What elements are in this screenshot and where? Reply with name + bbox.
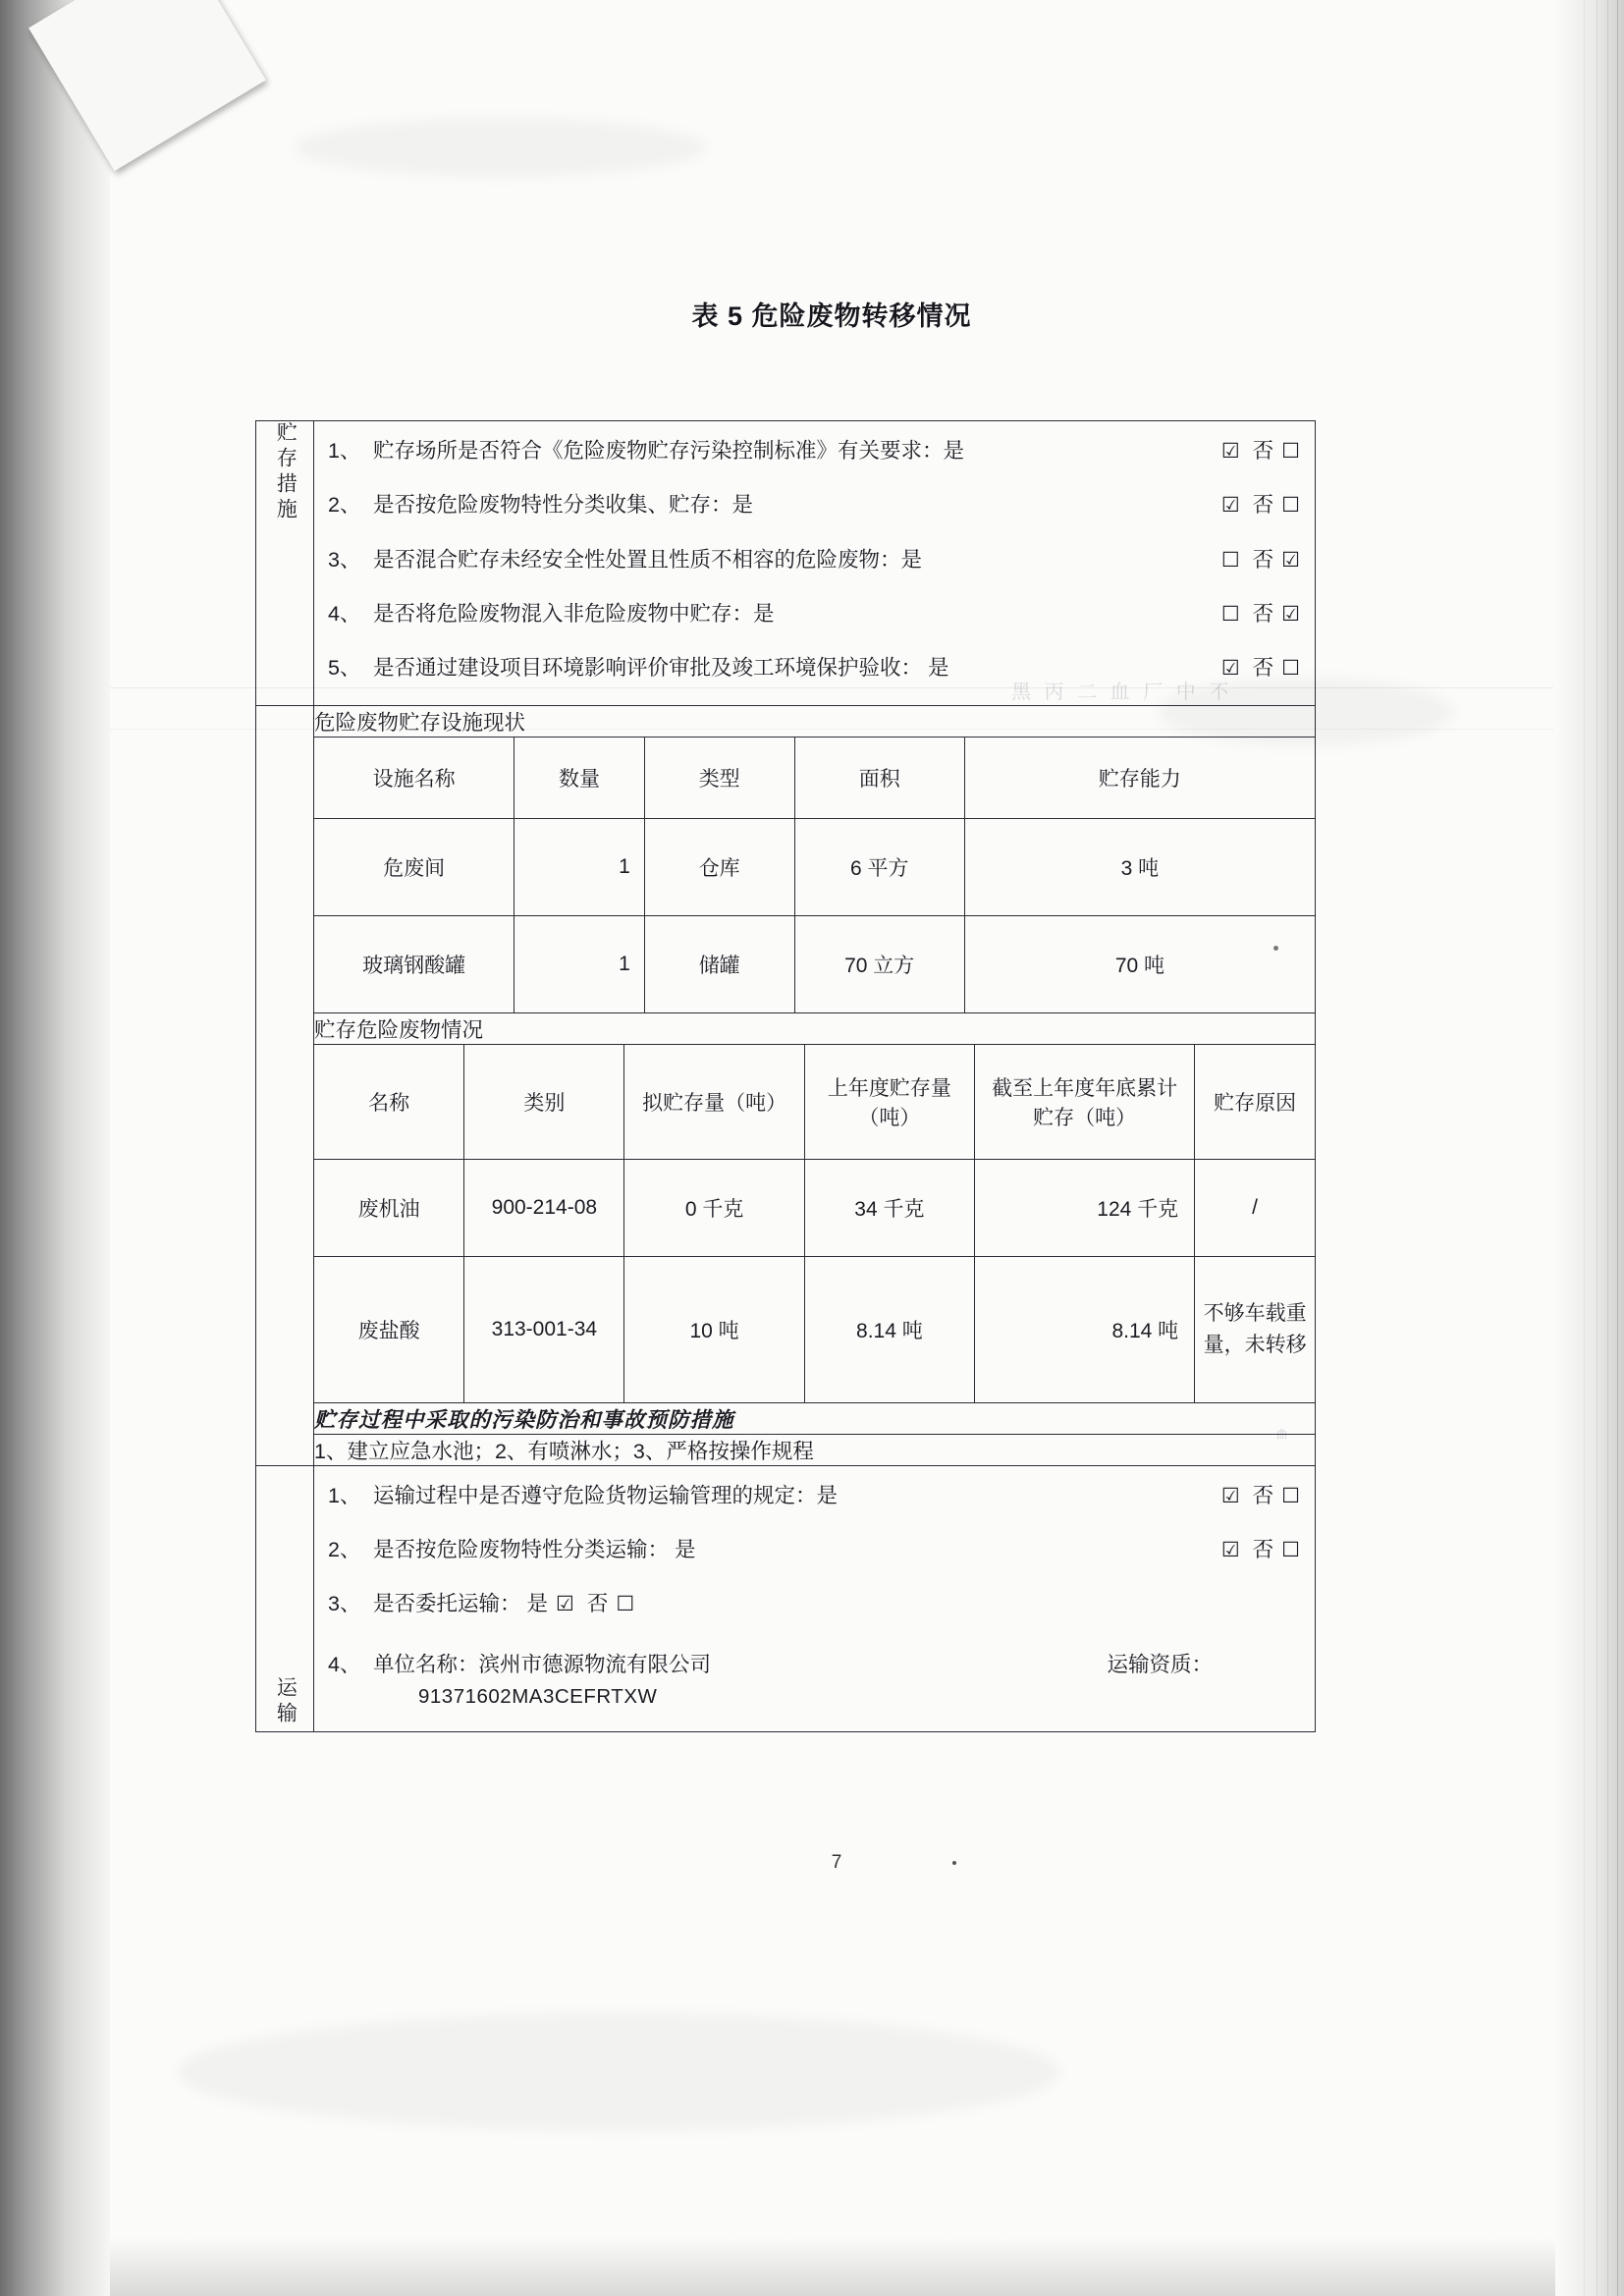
- transport-question-1: [328, 1482, 1301, 1510]
- storage-question-3-yes-checkbox[interactable]: [1221, 547, 1241, 574]
- transport-question-2-no-checkbox[interactable]: [1281, 1537, 1301, 1564]
- facility-row2-quantity: 1: [514, 915, 644, 1012]
- facility-table-cell: [314, 737, 1316, 1012]
- facility-table: [314, 738, 1315, 1012]
- storage-question-2: [328, 491, 1301, 519]
- storage-measures-row: [256, 421, 1316, 706]
- hazardous-waste-transfer-table: [255, 420, 1316, 1732]
- waste-row2-lastyear: 8.14 吨: [804, 1256, 974, 1402]
- storage-question-5: [328, 654, 1301, 683]
- prevention-body-row: [256, 1434, 1316, 1465]
- transport-question-3-no-label: 否: [586, 1592, 609, 1616]
- waste-row1-planned: 0 千克: [624, 1159, 804, 1256]
- facility-header-quantity: 数量: [514, 738, 644, 819]
- prevention-measures-heading: 贮存过程中采取的污染防治和事故预防措施: [314, 1402, 1316, 1434]
- transport-license-code: 91371602MA3CEFRTXW: [418, 1684, 658, 1708]
- waste-row1-name: 废机油: [314, 1159, 464, 1256]
- facility-heading-row: [256, 705, 1316, 737]
- waste-row2-planned: 10 吨: [624, 1256, 804, 1402]
- transport-question-3-no-checkbox[interactable]: [616, 1591, 635, 1618]
- table-row: [314, 915, 1315, 1012]
- storage-question-1-yes-checkbox[interactable]: [1221, 438, 1241, 465]
- storage-question-1-number: 1、: [328, 439, 361, 463]
- facility-row1-quantity: 1: [514, 818, 644, 915]
- page-title: [0, 295, 1624, 333]
- facility-row1-name: 危废间: [314, 818, 514, 915]
- transport-question-2-text: 是否按危险废物特性分类运输： 是: [373, 1538, 696, 1562]
- facility-row2-type: 储罐: [644, 915, 794, 1012]
- facility-header-type: 类型: [644, 738, 794, 819]
- facility-row1-type: 仓库: [644, 818, 794, 915]
- page-title-text: 表 5 危险废物转移情况: [691, 301, 972, 331]
- page-number-text: 7: [831, 1852, 842, 1873]
- facility-header-capacity: 贮存能力: [964, 738, 1315, 819]
- transport-question-3-yes-checkbox[interactable]: [548, 1591, 575, 1618]
- transport-question-2: [328, 1536, 1301, 1564]
- waste-header-category: 类别: [464, 1045, 624, 1160]
- facility-row2-area: 70 立方: [794, 915, 964, 1012]
- storage-question-5-number: 5、: [328, 656, 361, 681]
- storage-question-list: [314, 421, 1315, 705]
- table-row: [314, 818, 1315, 915]
- waste-header-cumulative: 截至上年度年底累计贮存（吨）: [975, 1045, 1195, 1160]
- facility-header-name: 设施名称: [314, 738, 514, 819]
- waste-header-planned: 拟贮存量（吨）: [624, 1045, 804, 1160]
- transport-question-1-number: 1、: [328, 1483, 361, 1507]
- storage-question-2-no-label: 否: [1252, 493, 1274, 518]
- waste-row1-reason: /: [1195, 1159, 1315, 1256]
- facility-status-heading: 危险废物贮存设施现状: [314, 705, 1316, 737]
- storage-question-4: [328, 600, 1301, 629]
- waste-heading-row: [256, 1012, 1316, 1044]
- storage-question-3-no-checkbox[interactable]: [1281, 547, 1301, 574]
- transport-question-3-text: 是否委托运输： 是: [373, 1592, 548, 1616]
- facility-table-row: [256, 737, 1316, 1012]
- facility-row2-name: 玻璃钢酸罐: [314, 915, 514, 1012]
- transport-question-1-yes-checkbox[interactable]: [1221, 1483, 1241, 1510]
- storage-measures-row-label: [256, 421, 314, 706]
- transport-row-label-text: 运输: [274, 1676, 298, 1728]
- facility-table-header-row: [314, 738, 1315, 819]
- storage-question-2-yes-checkbox[interactable]: [1221, 492, 1241, 519]
- waste-row1-lastyear: 34 千克: [804, 1159, 974, 1256]
- bleed-through-text: 黑 丙 二 血 厂 中 不: [1011, 682, 1233, 703]
- storage-question-1: [328, 437, 1301, 465]
- storage-measures-content: [314, 421, 1316, 706]
- storage-measures-row-label-text: 贮存措施: [274, 421, 298, 523]
- storage-question-4-no-label: 否: [1252, 602, 1274, 627]
- storage-question-2-number: 2、: [328, 493, 361, 518]
- storage-question-2-no-checkbox[interactable]: [1281, 492, 1301, 519]
- storage-question-4-number: 4、: [328, 602, 361, 627]
- waste-row1-category: 900-214-08: [464, 1159, 624, 1256]
- transport-question-2-no-label: 否: [1252, 1538, 1274, 1562]
- waste-table-row: [256, 1044, 1316, 1402]
- transport-question-3-number: 3、: [328, 1592, 361, 1616]
- waste-row2-name: 废盐酸: [314, 1256, 464, 1402]
- bleed-through-mark: 曲: [1276, 1429, 1287, 1441]
- transport-company-block: [373, 1651, 1301, 1711]
- transport-question-1-no-label: 否: [1252, 1483, 1274, 1507]
- storage-question-3-number: 3、: [328, 547, 361, 572]
- prevention-measures-text: 1、建立应急水池；2、有喷淋水；3、严格按操作规程: [314, 1434, 1316, 1465]
- facility-row1-area: 6 平方: [794, 818, 964, 915]
- transport-question-list: [314, 1466, 1315, 1732]
- storage-question-5-no-label: 否: [1252, 656, 1274, 681]
- storage-question-4-text: 是否将危险废物混入非危险废物中贮存：是: [373, 602, 775, 627]
- table-row: [314, 1159, 1315, 1256]
- waste-row2-category: 313-001-34: [464, 1256, 624, 1402]
- transport-row-label: [256, 1465, 314, 1732]
- storage-question-2-text: 是否按危险废物特性分类收集、贮存：是: [373, 493, 754, 518]
- storage-question-4-no-checkbox[interactable]: [1281, 601, 1301, 629]
- table-row: [314, 1256, 1315, 1402]
- storage-question-3-no-label: 否: [1252, 547, 1274, 572]
- facility-header-area: 面积: [794, 738, 964, 819]
- transport-question-3: [328, 1590, 1301, 1618]
- transport-question-1-no-checkbox[interactable]: [1281, 1483, 1301, 1510]
- prevention-heading-row: [256, 1402, 1316, 1434]
- storage-question-3-text: 是否混合贮存未经安全性处置且性质不相容的危险废物：是: [373, 547, 923, 572]
- transport-license-label: 运输资质：: [1107, 1652, 1213, 1676]
- waste-header-lastyear: 上年度贮存量（吨）: [804, 1045, 974, 1160]
- transport-question-1-text: 运输过程中是否遵守危险货物运输管理的规定：是: [373, 1483, 839, 1507]
- facility-row1-capacity: 3 吨: [964, 818, 1315, 915]
- transport-question-2-number: 2、: [328, 1538, 361, 1562]
- storage-question-1-text: 贮存场所是否符合《危险废物贮存污染控制标准》有关要求：是: [373, 439, 965, 463]
- waste-storage-heading: 贮存危险废物情况: [314, 1012, 1316, 1044]
- scan-speck-2: [952, 1861, 956, 1865]
- waste-header-name: 名称: [314, 1045, 464, 1160]
- waste-table-header-row: [314, 1045, 1315, 1160]
- waste-table-cell: [314, 1044, 1316, 1402]
- transport-company-row: [328, 1645, 1301, 1711]
- storage-question-1-no-checkbox[interactable]: [1281, 438, 1301, 465]
- waste-table: [314, 1045, 1315, 1402]
- facility-row2-capacity: 70 吨: [964, 915, 1315, 1012]
- storage-question-5-yes-checkbox[interactable]: [1221, 655, 1241, 683]
- transport-question-2-yes-checkbox[interactable]: [1221, 1537, 1241, 1564]
- page-number: [0, 1852, 1624, 1874]
- waste-row2-cumulative: 8.14 吨: [975, 1256, 1195, 1402]
- storage-question-1-no-label: 否: [1252, 439, 1274, 463]
- waste-row2-reason: 不够车载重量，未转移: [1195, 1256, 1315, 1402]
- storage-question-5-no-checkbox[interactable]: [1281, 655, 1301, 683]
- transport-company-number: 4、: [328, 1652, 361, 1676]
- waste-row1-cumulative: 124 千克: [975, 1159, 1195, 1256]
- storage-question-4-yes-checkbox[interactable]: [1221, 601, 1241, 629]
- transport-company-name: 单位名称：滨州市德源物流有限公司: [373, 1652, 712, 1676]
- transport-content: [314, 1465, 1316, 1732]
- waste-header-reason: 贮存原因: [1195, 1045, 1315, 1160]
- storage-question-3: [328, 546, 1301, 574]
- storage-question-5-text: 是否通过建设项目环境影响评价审批及竣工环境保护验收： 是: [373, 656, 949, 681]
- transport-row: [256, 1465, 1316, 1732]
